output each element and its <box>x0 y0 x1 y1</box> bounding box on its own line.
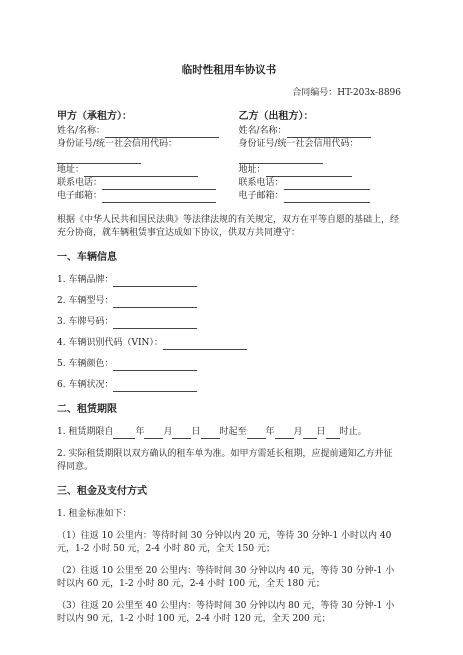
end-year-blank[interactable] <box>247 428 266 439</box>
term-text-year: 年 <box>135 427 145 437</box>
start-month-blank[interactable] <box>144 428 163 439</box>
vehicle-vin-label: 4. 车辆识别代码（VIN）： <box>57 338 163 348</box>
intro-paragraph: 根据《中华人民共和国民法典》等法律法规的有关规定，双方在平等自愿的基础上，经充分协商，就车辆租赁事宜达成如下协议，供双方共同遵守： <box>57 215 400 238</box>
start-year-blank[interactable] <box>113 428 135 439</box>
party-b-name-blank[interactable] <box>287 127 371 138</box>
party-a-heading: 甲方（承租方）： <box>57 111 132 122</box>
party-a-id-label: 身份证号/统一社会信用代码： <box>57 139 178 149</box>
vehicle-vin-blank[interactable] <box>163 339 247 350</box>
vehicle-model-label: 2. 车辆型号： <box>57 296 114 306</box>
rent-rate-2: （2）往返 10 公里至 20 公里内：等待时间 30 分钟以内 40 元，等待 30 分钟-1 小时以内 60 元，1-2 小时 80 元，2-4 小时 100 元，全天 180 元； <box>57 566 395 589</box>
party-b-name-label: 姓名/名称： <box>238 126 287 136</box>
party-a-email-label: 电子邮箱： <box>57 191 103 201</box>
rent-rate-1: （1）往返 10 公里内：等待时间 30 分钟以内 20 元，等待 30 分钟-1 小时以内 40 元，1-2 小时 50 元，2-4 小时 80 元，全天 150 元； <box>57 531 392 554</box>
party-a-name-blank[interactable] <box>105 127 219 138</box>
party-b-id-label: 身份证号/统一社会信用代码： <box>238 139 359 149</box>
party-a-name-label: 姓名/名称： <box>57 126 106 136</box>
party-a-id-blank[interactable] <box>57 153 141 164</box>
party-a-phone-blank[interactable] <box>102 179 216 190</box>
vehicle-plate-label: 3. 车牌号码： <box>57 317 114 327</box>
term-clause-2: 2. 实际租赁期限以双方确认的租车单为准。如甲方需延长租期，应提前通知乙方并征得同意。 <box>57 449 393 472</box>
party-a-address-label: 地址： <box>57 165 85 175</box>
vehicle-color-label: 5. 车辆颜色： <box>57 359 114 369</box>
vehicle-status-label: 6. 车辆状况： <box>57 380 114 390</box>
rent-rate-3: （3）往返 20 公里至 40 公里内：等待时间 30 分钟以内 80 元，等待 30 分钟-1 小时以内 90 元，1-2 小时 100 元，2-4 小时 120 元，全天 200 元； <box>57 601 395 624</box>
term-clause-1 <box>57 426 401 439</box>
start-hour-blank[interactable] <box>201 428 220 439</box>
section-vehicle-heading: 一、车辆信息 <box>57 252 117 263</box>
party-b-address-label: 地址： <box>238 165 266 175</box>
party-b-address-blank[interactable] <box>266 166 352 177</box>
party-b-phone-label: 联系电话： <box>238 178 284 188</box>
party-b-heading: 乙方（出租方）： <box>238 111 314 122</box>
party-b <box>220 110 402 203</box>
term-text-month-2: 月 <box>293 427 303 437</box>
section-rent-heading: 三、租金及支付方式 <box>57 486 147 497</box>
party-b-phone-blank[interactable] <box>284 179 370 190</box>
start-day-blank[interactable] <box>172 428 191 439</box>
end-hour-blank[interactable] <box>326 428 340 439</box>
parties-block <box>57 110 401 203</box>
term-text-from: 1. 租赁期限自 <box>57 427 114 437</box>
vehicle-brand-blank[interactable] <box>113 276 197 287</box>
vehicle-color-blank[interactable] <box>113 360 197 371</box>
vehicle-plate-blank[interactable] <box>113 318 197 329</box>
term-text-month: 月 <box>163 427 173 437</box>
party-b-id-blank[interactable] <box>239 153 323 164</box>
document-title: 临时性租用车协议书 <box>181 64 277 76</box>
party-a-address-blank[interactable] <box>84 166 198 177</box>
term-text-until: 时起至 <box>219 427 247 437</box>
party-a-phone-label: 联系电话： <box>57 178 103 188</box>
rent-clause-1: 1. 租金标准如下： <box>57 509 132 519</box>
term-text-end: 时止。 <box>339 427 367 437</box>
term-text-day-2: 日 <box>316 427 326 437</box>
term-text-year-2: 年 <box>265 427 275 437</box>
section-term-heading: 二、租赁期限 <box>57 404 117 415</box>
contract-number: 合同编号：HT-203x-8896 <box>292 88 401 98</box>
end-month-blank[interactable] <box>275 428 294 439</box>
vehicle-status-blank[interactable] <box>113 381 197 392</box>
term-text-day: 日 <box>191 427 201 437</box>
party-a <box>57 110 220 203</box>
party-a-email-blank[interactable] <box>102 192 216 203</box>
vehicle-brand-label: 1. 车辆品牌： <box>57 275 114 285</box>
party-b-email-label: 电子邮箱： <box>238 191 284 201</box>
party-b-email-blank[interactable] <box>284 192 370 203</box>
end-day-blank[interactable] <box>303 428 317 439</box>
vehicle-model-blank[interactable] <box>113 297 197 308</box>
